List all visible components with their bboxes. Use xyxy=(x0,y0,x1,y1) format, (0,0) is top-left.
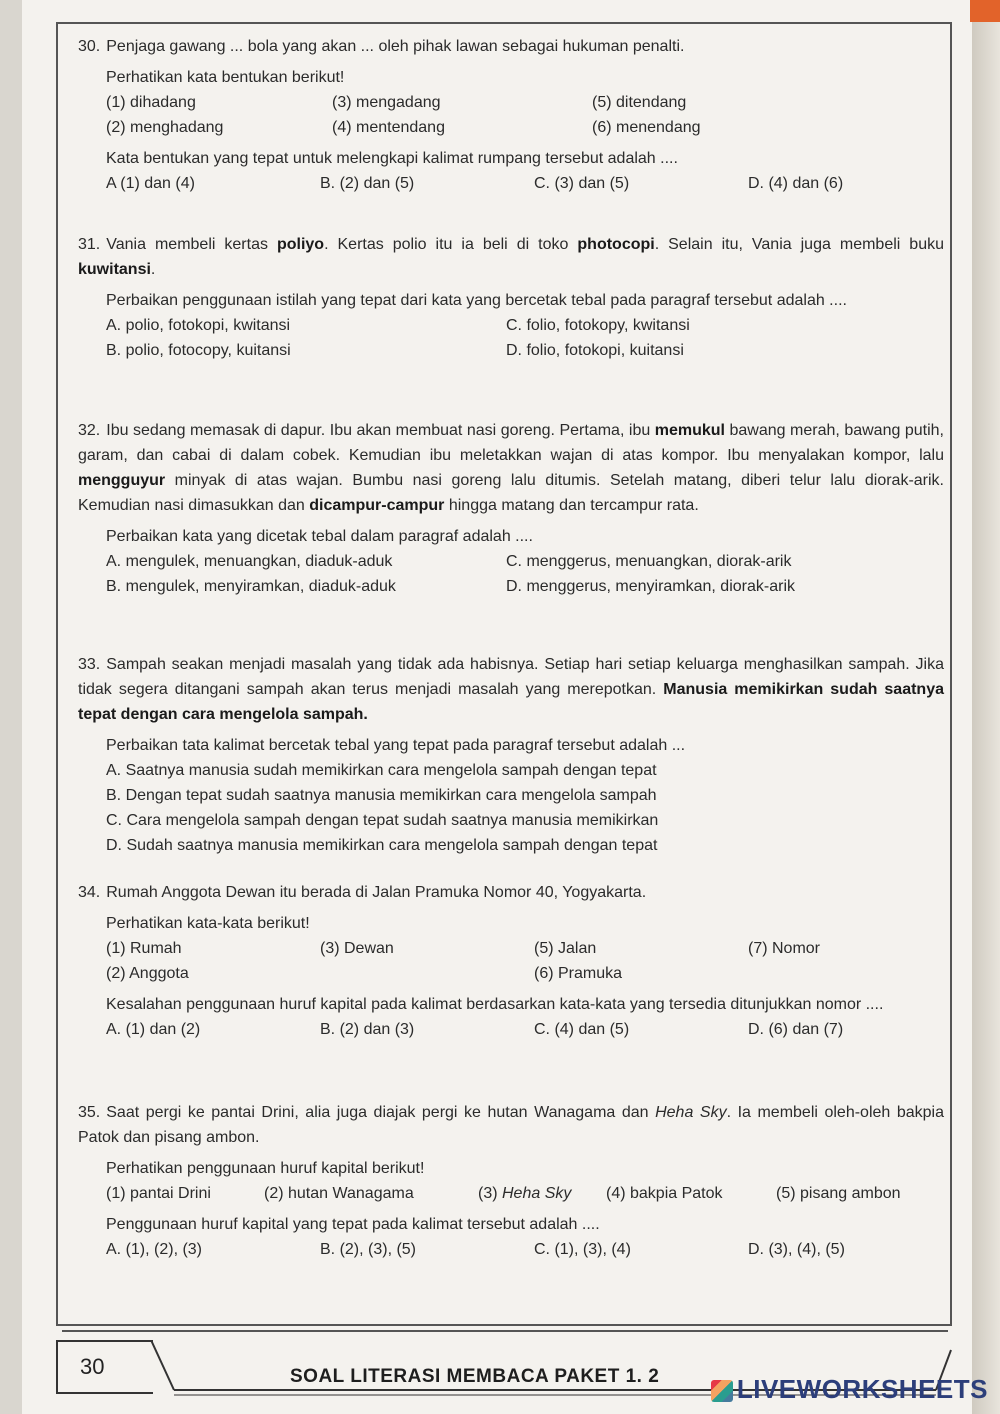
word-option xyxy=(478,1181,571,1206)
question-number: 33. xyxy=(78,656,101,673)
stem-text: Saat pergi ke pantai Drini, alia juga diajak pergi ke hutan Wanagama dan xyxy=(106,1104,656,1121)
question-text: Kesalahan penggunaan huruf kapital pada kalimat berdasarkan kata-kata yang tersedia ditunjukkan nomor .... xyxy=(106,996,884,1013)
answer-option-b[interactable]: B. (2) dan (5) xyxy=(320,175,415,192)
answer-option-b[interactable]: B. (2) dan (3) xyxy=(320,1021,415,1038)
italic-term: Heha Sky xyxy=(655,1104,727,1121)
stem-text: Ibu sedang memasak di dapur. Ibu akan membuat nasi goreng. Pertama, ibu xyxy=(106,422,655,439)
word-option: (6) Pramuka xyxy=(534,965,623,982)
word-option: (3) mengadang xyxy=(332,94,441,111)
stem-text: . xyxy=(150,261,156,278)
word-option: (2) hutan Wanagama xyxy=(264,1185,414,1202)
word-option: (3) Dewan xyxy=(320,940,394,957)
answer-option-c[interactable]: C. menggerus, menuangkan, diorak-arik xyxy=(506,553,792,570)
stem-text: minyak di atas wajan. Bumbu nasi goreng lalu ditumis. Setelah matang, diberi telur lalu diorak-arik. Kemudian nasi dimasukkan dan xyxy=(78,472,944,514)
stem-text: Vania membeli kertas xyxy=(106,236,277,253)
answer-option-a[interactable]: A. polio, fotokopi, kwitansi xyxy=(106,317,291,334)
answer-option-a[interactable]: A. (1) dan (2) xyxy=(106,1021,201,1038)
stem-text: . Ia membeli oleh-oleh bakpia Patok dan pisang ambon. xyxy=(78,1104,944,1146)
word-option: (5) ditendang xyxy=(592,94,687,111)
answer-option-c[interactable]: C. (1), (3), (4) xyxy=(534,1241,631,1258)
answer-option-c[interactable]: C. Cara mengelola sampah dengan tepat sudah saatnya manusia memikirkan xyxy=(106,812,659,829)
question-32 xyxy=(78,418,944,599)
word-option: (2) menghadang xyxy=(106,119,224,136)
italic-term: Heha Sky xyxy=(502,1185,572,1202)
bold-term: poliyo xyxy=(276,236,325,253)
stem-text: hingga matang dan tercampur rata. xyxy=(444,497,699,514)
liveworksheets-logo-icon xyxy=(711,1380,733,1402)
stem-text: . Selain itu, Vania juga membeli buku xyxy=(654,236,945,253)
word-option: (4) bakpia Patok xyxy=(606,1185,723,1202)
question-prompt: Perhatikan kata-kata berikut! xyxy=(106,915,310,932)
question-text: Perbaikan kata yang dicetak tebal dalam paragraf adalah .... xyxy=(106,528,533,545)
footer-title: SOAL LITERASI MEMBACA PAKET 1. 2 xyxy=(290,1366,660,1387)
stem-text: . Kertas polio itu ia beli di toko xyxy=(324,236,578,253)
bold-term: memukul xyxy=(654,422,725,439)
answer-option-b[interactable]: B. (2), (3), (5) xyxy=(320,1241,417,1258)
answer-option-c[interactable]: C. folio, fotokopy, kwitansi xyxy=(506,317,690,334)
answer-option-b[interactable]: B. Dengan tepat sudah saatnya manusia memikirkan cara mengelola sampah xyxy=(106,787,657,804)
word-option: (4) mentendang xyxy=(332,119,445,136)
answer-option-c[interactable]: C. (4) dan (5) xyxy=(534,1021,630,1038)
answer-option-d[interactable]: D. (3), (4), (5) xyxy=(748,1241,845,1258)
question-text: Perbaikan tata kalimat bercetak tebal yang tepat pada paragraf tersebut adalah ... xyxy=(106,737,686,754)
word-option: (6) menendang xyxy=(592,119,701,136)
answer-option-d[interactable]: D. Sudah saatnya manusia memikirkan cara mengelola sampah dengan tepat xyxy=(106,837,658,854)
question-text: Penggunaan huruf kapital yang tepat pada kalimat tersebut adalah .... xyxy=(106,1216,600,1233)
watermark-text: LIVEWORKSHEETS xyxy=(736,1374,988,1404)
question-31 xyxy=(78,232,944,363)
answer-option-b[interactable]: B. mengulek, menyiramkan, diaduk-aduk xyxy=(106,578,396,595)
question-number: 32. xyxy=(78,422,101,439)
answer-option-d[interactable]: D. (4) dan (6) xyxy=(748,175,844,192)
word-option: (5) pisang ambon xyxy=(776,1185,901,1202)
word-option: (1) Rumah xyxy=(106,940,182,957)
page-edge xyxy=(972,0,1000,1414)
bold-term: dicampur-campur xyxy=(309,497,445,514)
bold-term: mengguyur xyxy=(78,472,166,489)
answer-option-b[interactable]: B. polio, fotocopy, kuitansi xyxy=(106,342,291,359)
question-33 xyxy=(78,652,944,858)
word-number: (3) xyxy=(478,1185,502,1202)
question-text: Kata bentukan yang tepat untuk melengkapi kalimat rumpang tersebut adalah .... xyxy=(106,150,678,167)
question-text: Perbaikan penggunaan istilah yang tepat dari kata yang bercetak tebal pada paragraf tersebut adalah .... xyxy=(106,292,847,309)
question-number: 30. xyxy=(78,38,101,55)
word-option: (1) dihadang xyxy=(106,94,196,111)
corner-tab xyxy=(970,0,1000,22)
question-stem: Rumah Anggota Dewan itu berada di Jalan Pramuka Nomor 40, Yogyakarta. xyxy=(106,884,647,901)
answer-option-d[interactable]: D. menggerus, menyiramkan, diorak-arik xyxy=(506,578,795,595)
answer-option-a[interactable]: A. mengulek, menuangkan, diaduk-aduk xyxy=(106,553,393,570)
answer-option-a[interactable]: A. Saatnya manusia sudah memikirkan cara mengelola sampah dengan tepat xyxy=(106,762,657,779)
answer-option-d[interactable]: D. folio, fotokopi, kuitansi xyxy=(506,342,684,359)
question-35 xyxy=(78,1100,944,1262)
question-number: 35. xyxy=(78,1104,101,1121)
liveworksheets-watermark xyxy=(711,1374,988,1405)
question-34 xyxy=(78,880,944,1042)
question-prompt: Perhatikan penggunaan huruf kapital berikut! xyxy=(106,1160,425,1177)
stem-text: bawang merah, bawang putih, garam, dan cabai di dalam cobek. Kemudian ibu meletakkan wajan di atas kompor. Ibu menyalakan kompor, lalu xyxy=(78,422,944,464)
question-number: 31. xyxy=(78,236,101,253)
bold-term: photocopi xyxy=(577,236,655,253)
page-number: 30 xyxy=(56,1340,153,1394)
answer-option-d[interactable]: D. (6) dan (7) xyxy=(748,1021,844,1038)
question-stem: Penjaga gawang ... bola yang akan ... oleh pihak lawan sebagai hukuman penalti. xyxy=(106,38,685,55)
bold-term: kuwitansi xyxy=(78,261,151,278)
bold-sentence: Manusia memikirkan sudah saatnya tepat dengan cara mengelola sampah. xyxy=(78,681,945,723)
word-option: (5) Jalan xyxy=(534,940,597,957)
word-option: (7) Nomor xyxy=(748,940,821,957)
word-option: (1) pantai Drini xyxy=(106,1185,211,1202)
question-30 xyxy=(78,34,944,196)
question-prompt: Perhatikan kata bentukan berikut! xyxy=(106,69,345,86)
answer-option-a[interactable]: A (1) dan (4) xyxy=(106,175,195,192)
answer-option-c[interactable]: C. (3) dan (5) xyxy=(534,175,630,192)
answer-option-a[interactable]: A. (1), (2), (3) xyxy=(106,1241,203,1258)
question-number: 34. xyxy=(78,884,101,901)
word-option: (2) Anggota xyxy=(106,965,189,982)
frame-bottom-rule xyxy=(62,1330,948,1332)
stem-text: Sampah seakan menjadi masalah yang tidak ada habisnya. Setiap hari setiap keluarga menghasilkan sampah. Jika tidak segera ditangani sampah akan terus menjadi masalah yang merepotkan. xyxy=(78,656,944,698)
